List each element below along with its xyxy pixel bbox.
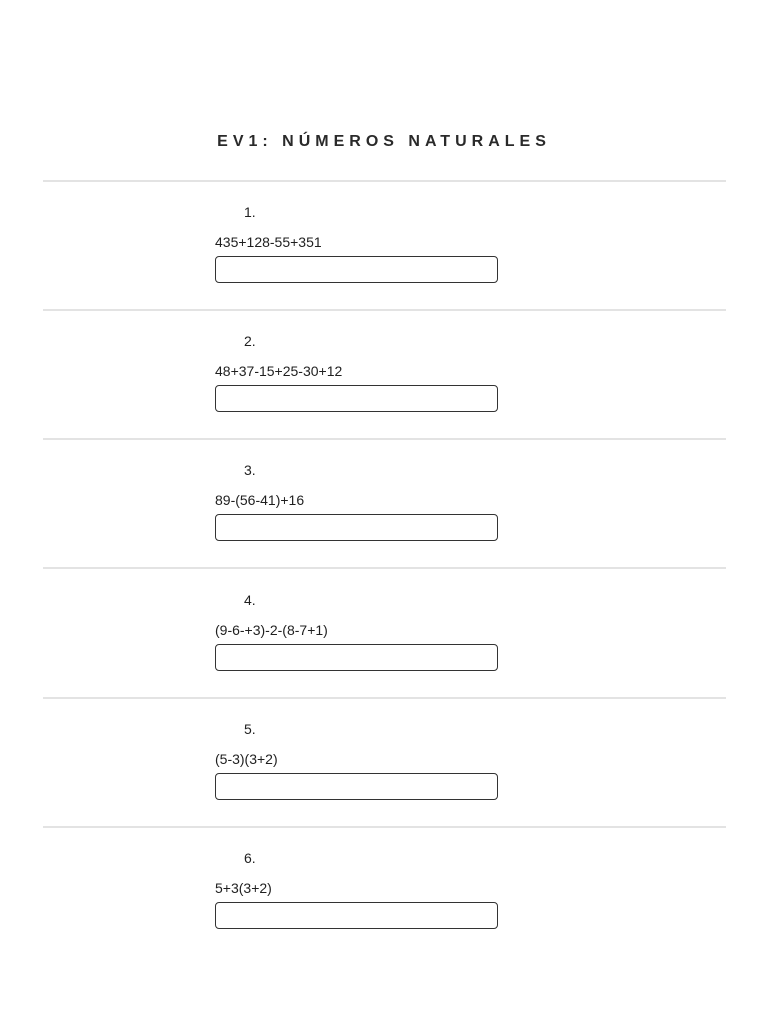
question-4 [215, 591, 515, 706]
question-number: 1. [244, 204, 256, 220]
question-expression: 435+128-55+351 [215, 234, 322, 250]
answer-input[interactable] [215, 256, 498, 283]
answer-input[interactable] [215, 385, 498, 412]
answer-input[interactable] [215, 514, 498, 541]
question-number: 6. [244, 850, 256, 866]
section-divider [43, 438, 726, 440]
question-5 [215, 720, 515, 835]
question-number: 3. [244, 462, 256, 478]
question-expression: (5-3)(3+2) [215, 751, 278, 767]
question-number: 2. [244, 333, 256, 349]
answer-input[interactable] [215, 773, 498, 800]
answer-input[interactable] [215, 644, 498, 671]
question-number: 4. [244, 592, 256, 608]
question-expression: 89-(56-41)+16 [215, 492, 305, 508]
section-divider [43, 567, 726, 569]
form-title: EV1: NÚMEROS NATURALES [217, 133, 551, 150]
question-6 [215, 849, 515, 964]
question-expression: (9-6-+3)-2-(8-7+1) [215, 622, 328, 638]
question-expression: 48+37-15+25-30+12 [215, 363, 343, 379]
section-divider [43, 826, 726, 828]
question-3 [215, 461, 515, 576]
question-number: 5. [244, 721, 256, 737]
section-divider [43, 180, 726, 182]
question-2 [215, 332, 515, 447]
question-1 [215, 203, 515, 318]
answer-input[interactable] [215, 902, 498, 929]
section-divider [43, 697, 726, 699]
question-expression: 5+3(3+2) [215, 880, 272, 896]
section-divider [43, 309, 726, 311]
